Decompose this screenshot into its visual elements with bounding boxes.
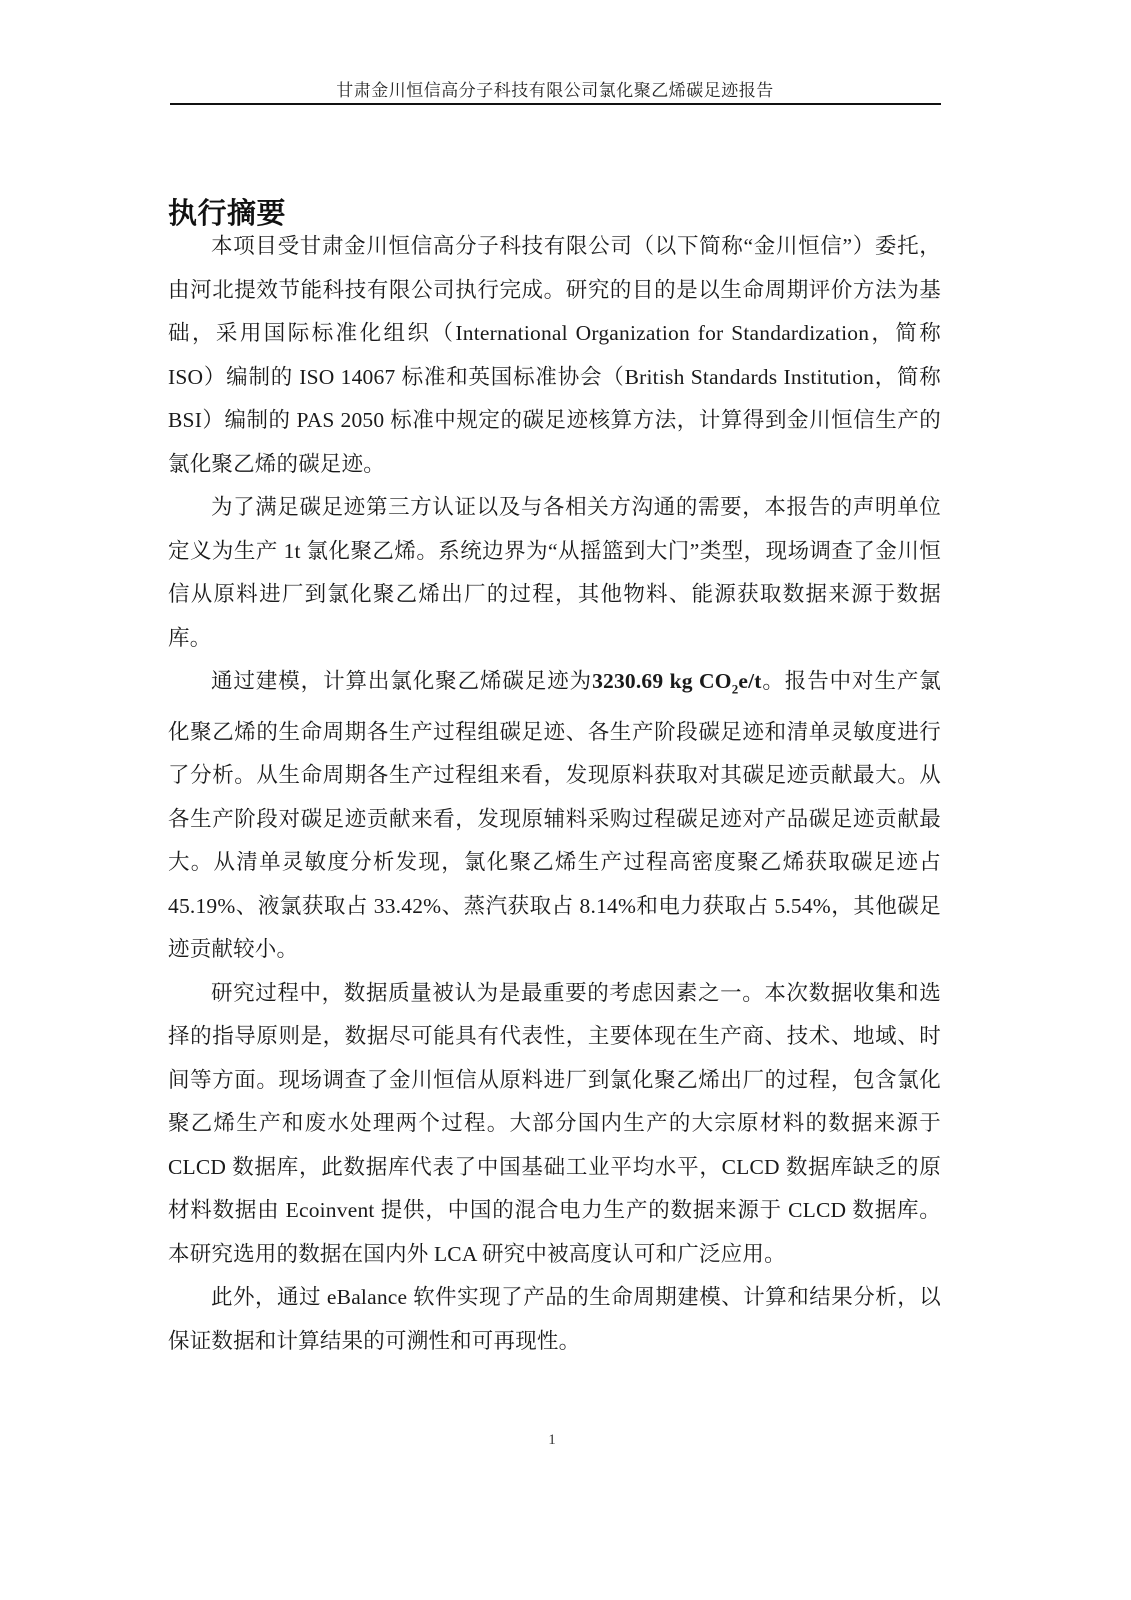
results-lead-text: 通过建模，计算出氯化聚乙烯碳足迹为 <box>211 669 593 693</box>
page-number: 1 <box>548 1432 556 1448</box>
footprint-number: 3230.69 kg CO <box>592 669 732 693</box>
footprint-subscript: 2 <box>731 681 739 697</box>
paragraph-data-quality: 研究过程中，数据质量被认为是最重要的考虑因素之一。本次数据收集和选择的指导原则是，数据尽可能具有代表性，主要体现在生产商、技术、地域、时间等方面。现场调查了金川恒信从原料进厂到氯化聚乙烯出厂的过程，包含氯化聚乙烯生产和废水处理两个过程。大部分国内生产的大宗原材料的数据来源于 CLCD 数据库，此数据库代表了中国基础工业平均水平，CLCD 数据库缺乏的原材料数据由 Ecoinvent 提供，中国的混合电力生产的数据来源于 CLCD 数据库。本研究选用的数据在国内外 LCA 研究中被高度认可和广泛应用。 <box>168 980 941 1266</box>
results-trailing-text: 。报告中对生产氯化聚乙烯的生命周期各生产过程组碳足迹、各生产阶段碳足迹和清单灵敏度进行了分析。从生命周期各生产过程组来看，发现原料获取对其碳足迹贡献最大。从各生产阶段对碳足迹贡献来看，发现原辅料采购过程碳足迹对产品碳足迹贡献最大。从清单灵敏度分析发现，氯化聚乙烯生产过程高密度聚乙烯获取碳足迹占 45.19%、液氯获取占 33.42%、蒸汽获取占 8.14%和电力获取占 5.54%，其他碳足迹贡献较小。 <box>168 669 941 962</box>
section-title: 执行摘要 <box>168 196 287 231</box>
carbon-footprint-value <box>592 669 762 697</box>
paragraph-results <box>168 660 941 972</box>
paragraph-commission: 本项目受甘肃金川恒信高分子科技有限公司（以下简称“金川恒信”）委托，由河北提效节能科技有限公司执行完成。研究的目的是以生命周期评价方法为基础，采用国际标准化组织（International Organization for Standardization，简称 ISO）编制的 ISO 14067 标准和英国标准协会（British Standards Institution，简称 BSI）编制的 PAS 2050 标准中规定的碳足迹核算方法，计算得到金川恒信生产的氯化聚乙烯的碳足迹。 <box>168 234 941 476</box>
header-divider <box>170 103 941 105</box>
paragraph-software: 此外，通过 eBalance 软件实现了产品的生命周期建模、计算和结果分析，以保证数据和计算结果的可溯性和可再现性。 <box>168 1285 941 1353</box>
footprint-unit: e/t <box>738 669 762 693</box>
running-header: 甘肃金川恒信高分子科技有限公司氯化聚乙烯碳足迹报告 <box>336 81 774 100</box>
summary-body <box>168 225 941 1363</box>
paragraph-declared-unit: 为了满足碳足迹第三方认证以及与各相关方沟通的需要，本报告的声明单位定义为生产 1t 氯化聚乙烯。系统边界为“从摇篮到大门”类型，现场调查了金川恒信从原料进厂到氯化聚乙烯出厂的过程，其他物料、能源获取数据来源于数据库。 <box>168 495 941 650</box>
